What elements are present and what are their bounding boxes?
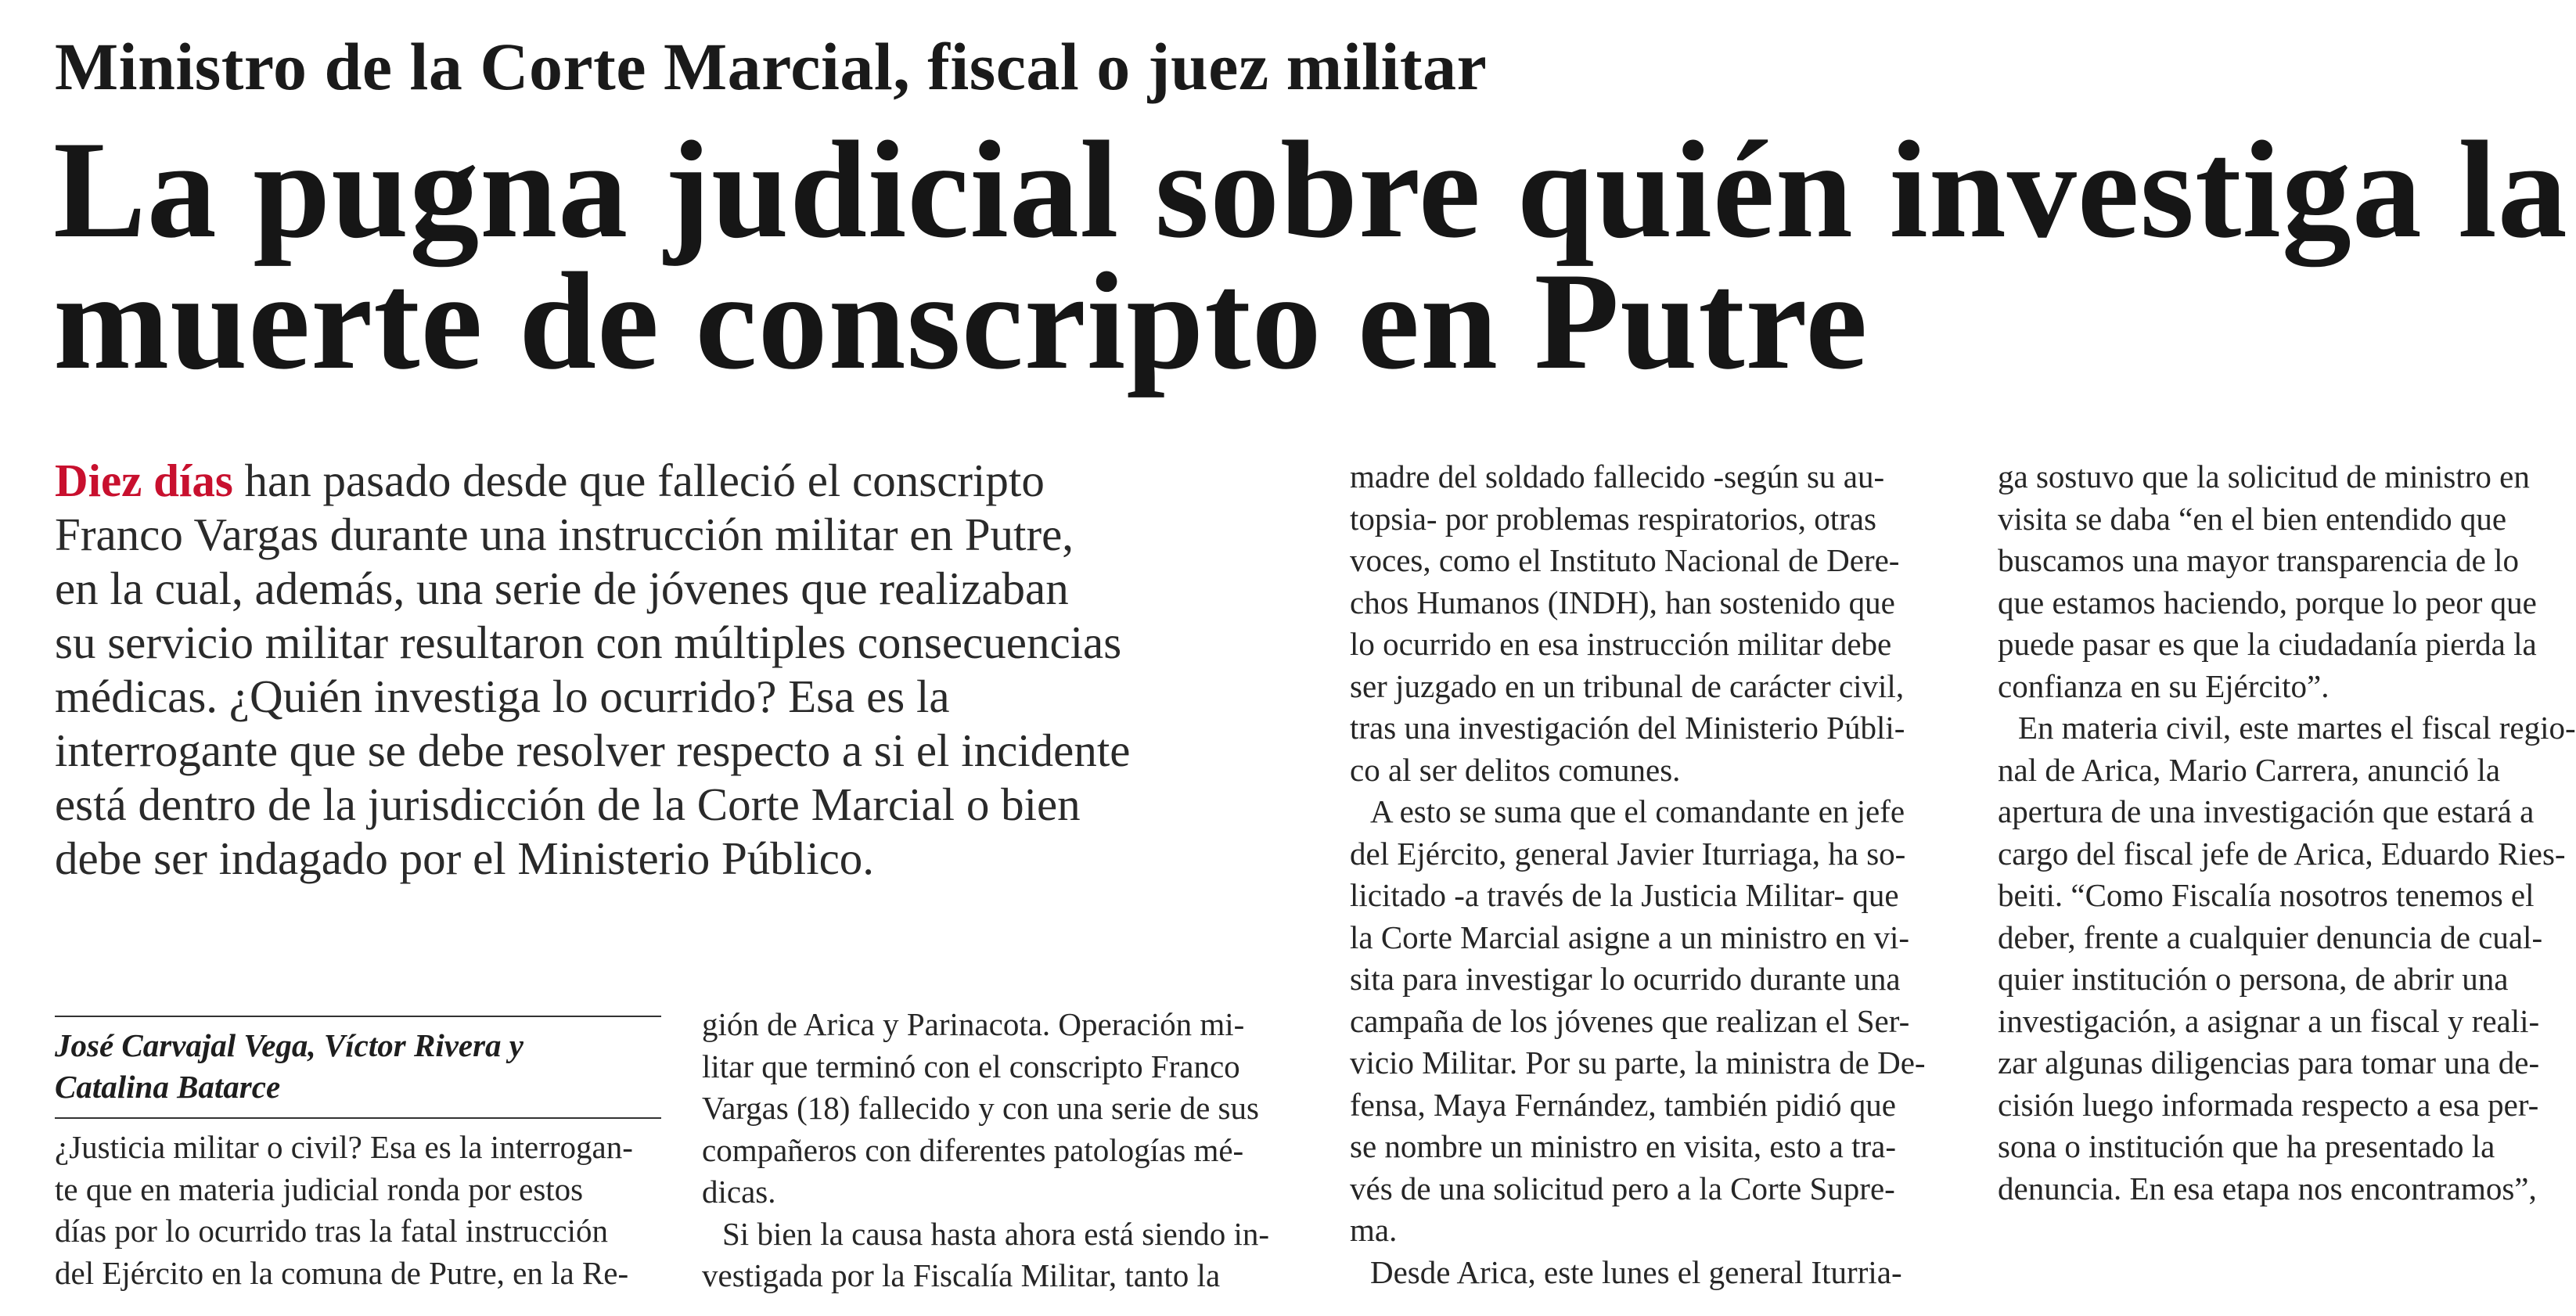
body-line: co al ser delitos comunes.	[1350, 751, 1681, 788]
body-line: deber, frente a cualquier denuncia de cual-	[1998, 919, 2543, 955]
body-line: apertura de una investigación que estará a	[1998, 793, 2535, 829]
body-line: lo ocurrido en esa instrucción militar debe	[1350, 626, 1892, 662]
body-line: beiti. “Como Fiscalía nosotros tenemos el	[1998, 877, 2535, 913]
body-column-2	[702, 1004, 1269, 1297]
body-line: quier institución o persona, de abrir una	[1998, 961, 2509, 997]
body-line: campaña de los jóvenes que realizan el Ser-	[1350, 1002, 1910, 1039]
body-line: nal de Arica, Mario Carrera, anunció la	[1998, 751, 2501, 788]
body-line: vés de una solicitud pero a la Corte Supre-	[1350, 1170, 1895, 1206]
body-line: denuncia. En esa etapa nos encontramos”,	[1998, 1170, 2537, 1206]
body-line: Desde Arica, este lunes el general Iturria-	[1370, 1253, 1902, 1290]
lead-line: en la cual, además, una serie de jóvenes que realizaban	[55, 563, 1069, 614]
body-line: del Ejército, general Javier Iturriaga, ha so-	[1350, 835, 1906, 872]
body-line: ma.	[1350, 1212, 1398, 1248]
body-line: vestigada por la Fiscalía Militar, tanto la	[702, 1257, 1221, 1293]
byline-line: Catalina Batarce	[55, 1069, 281, 1105]
lead-line: interrogante que se debe resolver respecto a si el incidente	[55, 725, 1131, 776]
headline-line: La pugna judicial sobre quién investiga la	[53, 112, 2568, 267]
body-line: Si bien la causa hasta ahora está siendo in-	[722, 1215, 1270, 1252]
body-line: dicas.	[702, 1174, 776, 1210]
body-line: ga sostuvo que la solicitud de ministro en	[1998, 458, 2530, 494]
article-kicker: Ministro de la Corte Marcial, fiscal o juez militar	[55, 29, 1488, 104]
body-line: se nombre un ministro en visita, esto a tra-	[1350, 1128, 1896, 1164]
body-line: tras una investigación del Ministerio Públi-	[1350, 710, 1905, 746]
byline-line: José Carvajal Vega, Víctor Rivera y	[55, 1027, 524, 1063]
body-line: días por lo ocurrido tras la fatal instrucción	[55, 1213, 609, 1249]
body-column-4	[1998, 456, 2576, 1210]
body-line: topsia- por problemas respiratorios, otras	[1350, 500, 1876, 537]
body-line: del Ejército en la comuna de Putre, en la Re-	[55, 1254, 629, 1291]
body-line: Vargas (18) fallecido y con una serie de sus	[702, 1090, 1259, 1126]
body-line: A esto se suma que el comandante en jefe	[1370, 793, 1905, 829]
lead-line	[55, 454, 1275, 508]
body-line: fensa, Maya Fernández, también pidió que	[1350, 1086, 1896, 1123]
body-line: compañeros con diferentes patologías mé-	[702, 1131, 1244, 1168]
body-line: ser juzgado en un tribunal de carácter civil,	[1350, 667, 1905, 704]
body-line: vicio Militar. Por su parte, la ministra de De-	[1350, 1045, 1926, 1080]
article-byline	[55, 1016, 661, 1119]
body-line: que estamos haciendo, porque lo peor que	[1998, 584, 2537, 620]
body-line: cargo del fiscal jefe de Arica, Eduardo Ries-	[1998, 835, 2566, 872]
body-line: sita para investigar lo ocurrido durante una	[1350, 961, 1901, 997]
body-line: confianza en su Ejército”.	[1998, 667, 2330, 704]
article-lead	[55, 454, 1275, 886]
body-line: litar que terminó con el conscripto Franco	[702, 1048, 1240, 1084]
lead-line: está dentro de la jurisdicción de la Corte Marcial o bien	[55, 778, 1081, 830]
lead-line: Franco Vargas durante una instrucción militar en Putre,	[55, 509, 1074, 560]
headline-line: muerte de conscripto en Putre	[53, 243, 1869, 398]
body-line: gión de Arica y Parinacota. Operación mi-	[702, 1006, 1245, 1042]
body-column-3	[1350, 456, 1926, 1293]
body-line: buscamos una mayor transparencia de lo	[1998, 542, 2520, 578]
body-line: la Corte Marcial asigne a un ministro en vi-	[1350, 919, 1910, 955]
body-line: puede pasar es que la ciudadanía pierda la	[1998, 626, 2537, 662]
article-headline	[53, 112, 2568, 398]
body-line: visita se daba “en el bien entendido que	[1998, 500, 2507, 537]
body-column-1	[55, 1127, 633, 1294]
body-line: zar algunas diligencias para tomar una de-	[1998, 1045, 2540, 1080]
body-line: voces, como el Instituto Nacional de Dere-	[1350, 542, 1900, 578]
body-line: cisión luego informada respecto a esa per-	[1998, 1086, 2539, 1123]
lead-first-line-text: han pasado desde que falleció el conscripto	[232, 455, 1045, 506]
lead-line: debe ser indagado por el Ministerio Público.	[55, 832, 875, 884]
lead-line: su servicio militar resultaron con múltiples consecuencias	[55, 617, 1122, 668]
body-line: ¿Justicia militar o civil? Esa es la interrogan-	[55, 1129, 633, 1165]
body-line: licitado -a través de la Justicia Militar- que	[1350, 877, 1899, 913]
body-line: En materia civil, este martes el fiscal regio-	[2018, 710, 2576, 746]
body-line: te que en materia judicial ronda por estos	[55, 1170, 584, 1207]
lead-line: médicas. ¿Quién investiga lo ocurrido? Esa es la	[55, 671, 950, 722]
lead-accent: Diez días	[55, 455, 233, 506]
body-line: madre del soldado fallecido -según su au-	[1350, 458, 1885, 494]
body-line: chos Humanos (INDH), han sostenido que	[1350, 584, 1895, 620]
body-line: sona o institución que ha presentado la	[1998, 1128, 2495, 1164]
body-line: investigación, a asignar a un fiscal y reali-	[1998, 1002, 2540, 1039]
